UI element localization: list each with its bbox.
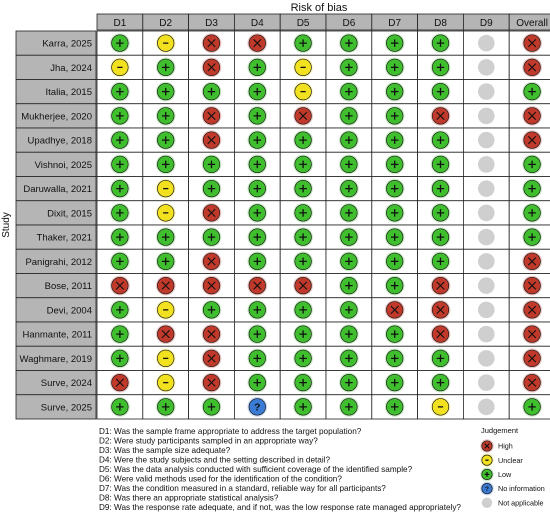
judgement-cell (280, 80, 326, 104)
legend-item (482, 498, 544, 508)
study-label: Devi, 2004 (46, 305, 92, 317)
judgement-cell (189, 322, 235, 346)
judgement-cell (189, 104, 235, 128)
domain-header: D1 (113, 18, 127, 29)
overall-cell (509, 55, 550, 79)
judgement-cell (234, 322, 280, 346)
judgement-cell (97, 152, 143, 176)
domain-description: D3: Was the sample size adequate? (99, 446, 231, 455)
judgement-cell (189, 128, 235, 152)
judgement-cell (280, 177, 326, 201)
judgement-cell (143, 55, 189, 79)
legend-item (480, 468, 512, 482)
domain-description: D6: Were valid methods used for the identification of the condition? (99, 474, 342, 484)
judgement-cell (372, 104, 418, 128)
judgement-cell (463, 104, 509, 128)
judgement-cell (280, 395, 326, 419)
judgement-cell (143, 274, 189, 298)
judgement-cell (97, 274, 143, 298)
judgement-cell (463, 80, 509, 104)
svg-text:?: ? (254, 402, 261, 414)
study-label: Surve, 2025 (40, 402, 92, 414)
judgement-cell (234, 371, 280, 395)
judgement-cell (463, 346, 509, 370)
na-mark (478, 326, 495, 343)
study-label: Karra, 2025 (42, 38, 92, 50)
study-label: Upadhye, 2018 (27, 135, 92, 147)
judgement-cell (143, 298, 189, 322)
judgement-cell (189, 80, 235, 104)
judgement-cell (326, 104, 372, 128)
judgement-cell (280, 274, 326, 298)
judgement-cell (280, 322, 326, 346)
domain-header: D2 (159, 18, 173, 29)
judgement-cell (189, 371, 235, 395)
judgement-cell (372, 395, 418, 419)
judgement-cell (326, 152, 372, 176)
judgement-cell (143, 128, 189, 152)
judgement-cell (97, 104, 143, 128)
domain-descriptions (99, 427, 461, 512)
na-mark (478, 132, 495, 149)
judgement-cell (418, 298, 464, 322)
domain-header: D5 (296, 18, 310, 29)
judgement-cell (234, 55, 280, 79)
judgement-cell (372, 128, 418, 152)
overall-cell (509, 322, 550, 346)
judgement-cell (234, 225, 280, 249)
judgement-cell (418, 104, 464, 128)
judgement-cell (189, 225, 235, 249)
study-label: Mukherjee, 2020 (21, 111, 92, 123)
judgement-cell (372, 322, 418, 346)
judgement-cell (418, 31, 464, 55)
domain-header: D4 (250, 18, 264, 29)
judgement-cell (372, 346, 418, 370)
overall-cell (509, 80, 550, 104)
judgement-cell (234, 395, 280, 419)
domain-header: D3 (205, 18, 218, 29)
overall-cell (509, 371, 550, 395)
legend-label: Low (498, 470, 512, 479)
legend-item (480, 439, 513, 453)
judgement-cell (372, 371, 418, 395)
study-label: Vishnoi, 2025 (34, 159, 92, 171)
na-mark (478, 156, 495, 173)
judgement-cell (418, 395, 464, 419)
study-label: Jha, 2024 (50, 62, 92, 74)
judgement-cell (143, 371, 189, 395)
study-label: Bose, 2011 (44, 281, 92, 293)
domain-description: D5: Was the data analysis conducted with sufficient coverage of the identified sample? (99, 465, 413, 474)
judgement-cell (234, 80, 280, 104)
judgement-cell (372, 177, 418, 201)
overall-cell (509, 346, 550, 370)
judgement-cell (234, 152, 280, 176)
study-label: Waghmare, 2019 (19, 353, 92, 365)
judgement-cell (97, 346, 143, 370)
judgement-cell (234, 346, 280, 370)
domain-header: D6 (342, 18, 356, 29)
judgement-cell (418, 346, 464, 370)
judgement-cell (280, 31, 326, 55)
overall-header: Overall (516, 18, 548, 29)
na-mark (478, 374, 495, 391)
judgement-grid (97, 31, 550, 419)
judgement-cell (418, 80, 464, 104)
na-mark (478, 399, 495, 416)
overall-cell (509, 249, 550, 273)
na-mark (478, 180, 495, 197)
chart-title: Risk of bias (290, 2, 348, 14)
judgement-cell (189, 201, 235, 225)
judgement-cell (326, 55, 372, 79)
judgement-cell (372, 225, 418, 249)
na-mark (478, 35, 495, 52)
judgement-cell (326, 201, 372, 225)
judgement-cell (463, 274, 509, 298)
judgement-cell (143, 201, 189, 225)
judgement-cell (326, 128, 372, 152)
judgement-cell (97, 80, 143, 104)
judgement-cell (234, 31, 280, 55)
judgement-cell (326, 371, 372, 395)
judgement-cell (189, 31, 235, 55)
na-mark (478, 59, 495, 76)
na-mark (478, 229, 495, 246)
study-label: Panigrahi, 2012 (25, 256, 92, 268)
na-mark (478, 277, 495, 294)
judgement-cell (189, 346, 235, 370)
judgement-cell (189, 274, 235, 298)
svg-text:?: ? (485, 485, 489, 493)
judgement-cell (463, 177, 509, 201)
overall-cell (509, 274, 550, 298)
judgement-cell (372, 55, 418, 79)
legend-label: No information (498, 484, 545, 494)
judgement-cell (326, 177, 372, 201)
domain-header: D7 (388, 18, 402, 29)
domain-header: D9 (479, 18, 493, 29)
study-label-column (16, 31, 96, 419)
judgement-cell (143, 80, 189, 104)
judgement-cell (143, 395, 189, 419)
judgement-cell (280, 201, 326, 225)
judgement-cell (418, 371, 464, 395)
judgement-cell (326, 80, 372, 104)
judgement-cell (463, 152, 509, 176)
judgement-cell (234, 249, 280, 273)
judgement-cell (97, 55, 143, 79)
y-axis-label: Study (1, 212, 12, 238)
legend-item (480, 482, 545, 496)
judgement-cell (189, 55, 235, 79)
study-label: Hanmante, 2011 (22, 329, 92, 341)
judgement-cell (280, 152, 326, 176)
judgement-cell (189, 298, 235, 322)
legend-na-mark (482, 498, 492, 508)
na-mark (478, 108, 495, 125)
judgement-cell (463, 371, 509, 395)
legend-title: Judgement (481, 426, 519, 435)
judgement-cell (280, 225, 326, 249)
judgement-cell (463, 249, 509, 273)
judgement-cell (280, 104, 326, 128)
judgement-cell (97, 298, 143, 322)
judgement-cell (143, 31, 189, 55)
judgement-cell (234, 177, 280, 201)
judgement-cell (463, 298, 509, 322)
overall-cell (509, 298, 550, 322)
judgement-cell (143, 249, 189, 273)
judgement-cell (463, 55, 509, 79)
judgement-legend (480, 426, 545, 508)
domain-header-row (97, 14, 550, 30)
judgement-cell (280, 298, 326, 322)
judgement-cell (143, 177, 189, 201)
judgement-cell (97, 201, 143, 225)
judgement-cell (326, 395, 372, 419)
judgement-cell (280, 346, 326, 370)
judgement-cell (326, 225, 372, 249)
judgement-cell (326, 31, 372, 55)
judgement-cell (97, 249, 143, 273)
judgement-cell (189, 152, 235, 176)
judgement-cell (463, 395, 509, 419)
judgement-cell (418, 249, 464, 273)
judgement-cell (280, 128, 326, 152)
judgement-cell (326, 346, 372, 370)
judgement-cell (372, 249, 418, 273)
judgement-cell (326, 274, 372, 298)
judgement-cell (418, 128, 464, 152)
judgement-cell (418, 152, 464, 176)
judgement-cell (372, 274, 418, 298)
na-mark (478, 350, 495, 367)
na-mark (478, 253, 495, 270)
overall-cell (509, 177, 550, 201)
overall-cell (509, 152, 550, 176)
judgement-cell (189, 395, 235, 419)
domain-description: D8: Was there an appropriate statistical analysis? (99, 493, 279, 503)
judgement-cell (280, 55, 326, 79)
judgement-cell (372, 152, 418, 176)
judgement-cell (143, 346, 189, 370)
na-mark (478, 205, 495, 222)
overall-cell (509, 104, 550, 128)
judgement-cell (418, 177, 464, 201)
study-label: Daruwalla, 2021 (23, 184, 92, 196)
judgement-cell (143, 104, 189, 128)
domain-header: D8 (434, 18, 447, 29)
judgement-cell (189, 177, 235, 201)
study-label: Thaker, 2021 (36, 232, 92, 244)
judgement-cell (418, 55, 464, 79)
judgement-cell (189, 249, 235, 273)
na-mark (478, 302, 495, 319)
judgement-cell (463, 201, 509, 225)
judgement-cell (463, 322, 509, 346)
judgement-cell (97, 177, 143, 201)
judgement-cell (418, 274, 464, 298)
judgement-cell (463, 31, 509, 55)
judgement-cell (234, 274, 280, 298)
overall-cell (509, 201, 550, 225)
judgement-cell (326, 298, 372, 322)
na-mark (478, 83, 495, 100)
judgement-cell (143, 322, 189, 346)
judgement-cell (97, 322, 143, 346)
judgement-cell (234, 298, 280, 322)
judgement-cell (97, 128, 143, 152)
judgement-cell (143, 225, 189, 249)
judgement-cell (143, 152, 189, 176)
study-label: Italia, 2015 (45, 87, 92, 99)
domain-description: D4: Were the study subjects and the setting described in detail? (99, 455, 331, 465)
judgement-cell (97, 395, 143, 419)
judgement-cell (97, 225, 143, 249)
legend-label: Not applicable (498, 498, 544, 508)
judgement-cell (234, 128, 280, 152)
judgement-cell (463, 128, 509, 152)
judgement-cell (280, 249, 326, 273)
judgement-cell (97, 31, 143, 55)
legend-label: Unclear (498, 455, 523, 465)
judgement-cell (97, 371, 143, 395)
overall-cell (509, 128, 550, 152)
judgement-cell (234, 201, 280, 225)
overall-cell (509, 225, 550, 249)
judgement-cell (326, 249, 372, 273)
judgement-cell (372, 80, 418, 104)
study-label: Dixit, 2015 (47, 208, 92, 220)
judgement-cell (372, 298, 418, 322)
legend-label: High (498, 441, 513, 451)
judgement-cell (326, 322, 372, 346)
overall-cell (509, 31, 550, 55)
domain-description: D9: Was the response rate adequate, and if not, was the low response rate managed appropriately? (99, 503, 461, 512)
judgement-cell (280, 371, 326, 395)
judgement-cell (372, 201, 418, 225)
judgement-cell (372, 31, 418, 55)
study-label: Surve, 2024 (40, 378, 92, 390)
overall-cell (509, 395, 550, 419)
domain-description: D1: Was the sample frame appropriate to address the target population? (99, 427, 362, 436)
legend-item (480, 453, 523, 467)
judgement-cell (234, 104, 280, 128)
judgement-cell (463, 225, 509, 249)
judgement-cell (418, 322, 464, 346)
domain-description: D2: Were study participants sampled in an appropriate way? (99, 436, 318, 446)
judgement-cell (418, 225, 464, 249)
judgement-cell (418, 201, 464, 225)
domain-description: D7: Was the condition measured in a standard, reliable way for all participants? (99, 484, 386, 493)
